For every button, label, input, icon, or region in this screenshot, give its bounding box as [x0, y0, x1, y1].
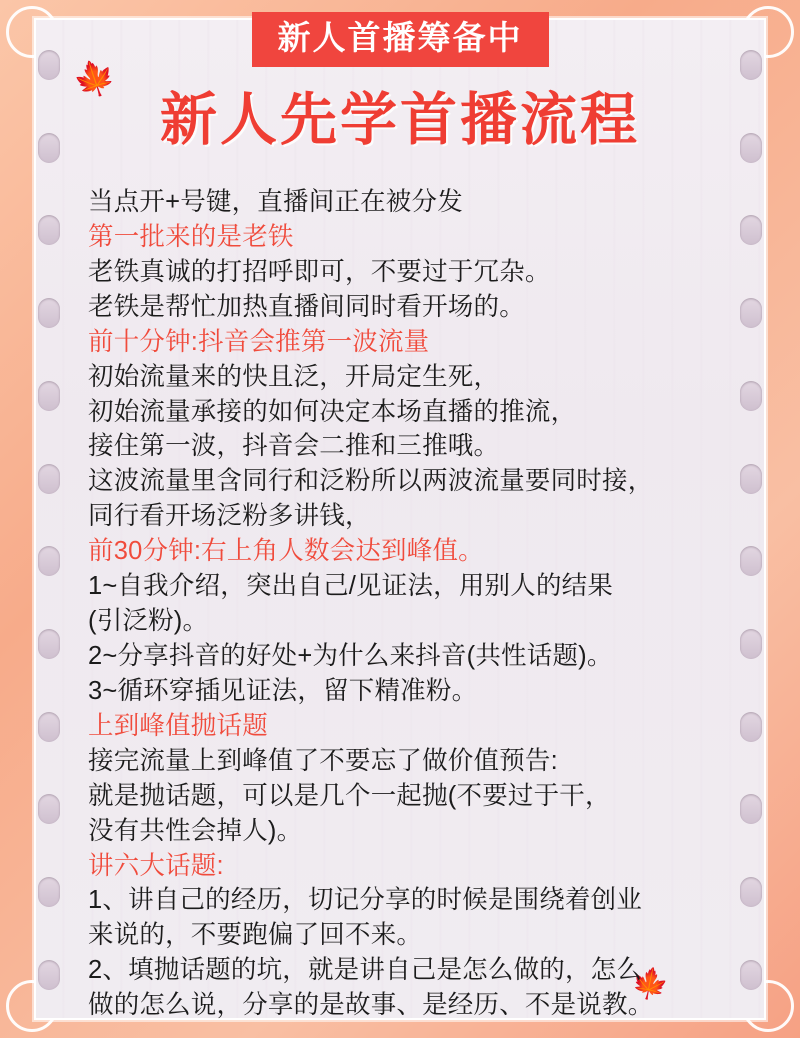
body-line: 接住第一波，抖音会二推和三推哦。 [88, 432, 500, 461]
punch-hole [38, 133, 60, 163]
body-line: 当点开+号键，直播间正在被分发 [88, 188, 463, 216]
punch-hole [38, 629, 60, 659]
body-line: 1、讲自己的经历，切记分享的时候是围绕着创业 [88, 886, 643, 915]
body-line: 老铁是帮忙加热直播间同时看开场的。 [88, 292, 525, 321]
punch-hole [740, 960, 762, 990]
punch-hole [740, 298, 762, 328]
section-heading: 上到峰值抛话题 [88, 711, 268, 740]
body-line: 2~分享抖音的好处+为什么来抖音(共性话题)。 [88, 641, 613, 670]
punch-hole [38, 877, 60, 907]
body-line: 2、填抛话题的坑，就是讲自己是怎么做的，怎么 [88, 956, 643, 985]
maple-leaf-icon: 🍁 [69, 54, 122, 104]
body-line: (引泛粉)。 [88, 607, 209, 636]
banner-container [70, 12, 730, 67]
punch-hole [740, 50, 762, 80]
section-heading: 讲六大话题: [88, 851, 224, 880]
punch-hole [38, 298, 60, 328]
punch-hole [740, 712, 762, 742]
body-line: 老铁真诚的打招呼即可，不要过于冗杂。 [88, 257, 551, 286]
poster-content [70, 20, 730, 1018]
page-title: 新人先学首播流程 [160, 88, 640, 152]
punch-hole [740, 381, 762, 411]
punch-hole [38, 960, 60, 990]
section-heading: 前30分钟:右上角人数会达到峰值。 [88, 537, 484, 566]
punch-hole [38, 712, 60, 742]
body-line: 初始流量承接的如何决定本场直播的推流， [88, 397, 577, 426]
punch-hole [38, 546, 60, 576]
body-line: 就是抛话题，可以是几个一起抛(不要过于干， [88, 781, 611, 810]
punch-hole [740, 215, 762, 245]
punch-hole [740, 794, 762, 824]
body-line: 同行看开场泛粉多讲钱， [88, 502, 371, 531]
body-line: 3~循环穿插见证法，留下精准粉。 [88, 676, 478, 705]
punch-hole [38, 464, 60, 494]
section-heading: 前十分钟:抖音会推第一波流量 [88, 327, 430, 356]
maple-leaf-icon: 🍁 [627, 964, 672, 1005]
section-heading: 第一批来的是老铁 [88, 222, 294, 251]
notebook-sheet [34, 18, 766, 1020]
punch-hole [740, 133, 762, 163]
punch-hole [38, 794, 60, 824]
body-line: 来说的，不要跑偏了回不来。 [88, 921, 423, 950]
punch-hole [740, 629, 762, 659]
punch-holes-right [740, 50, 762, 990]
body-line: 做的怎么说，分享的是故事、是经历、不是说教。 [88, 991, 654, 1020]
punch-hole [740, 464, 762, 494]
punch-holes-left [38, 50, 60, 990]
status-badge: 新人首播筹备中 [252, 12, 549, 67]
punch-hole [740, 877, 762, 907]
punch-hole [740, 546, 762, 576]
punch-hole [38, 215, 60, 245]
body-text [88, 185, 720, 1023]
body-line: 这波流量里含同行和泛粉所以两波流量要同时接， [88, 467, 654, 496]
body-line: 接完流量上到峰值了不要忘了做价值预告: [88, 746, 558, 775]
punch-hole [38, 381, 60, 411]
body-line: 1~自我介绍，突出自己/见证法，用别人的结果 [88, 572, 614, 601]
body-line: 初始流量来的快且泛，开局定生死， [88, 362, 500, 391]
body-line: 没有共性会掉人)。 [88, 816, 303, 845]
punch-hole [38, 50, 60, 80]
